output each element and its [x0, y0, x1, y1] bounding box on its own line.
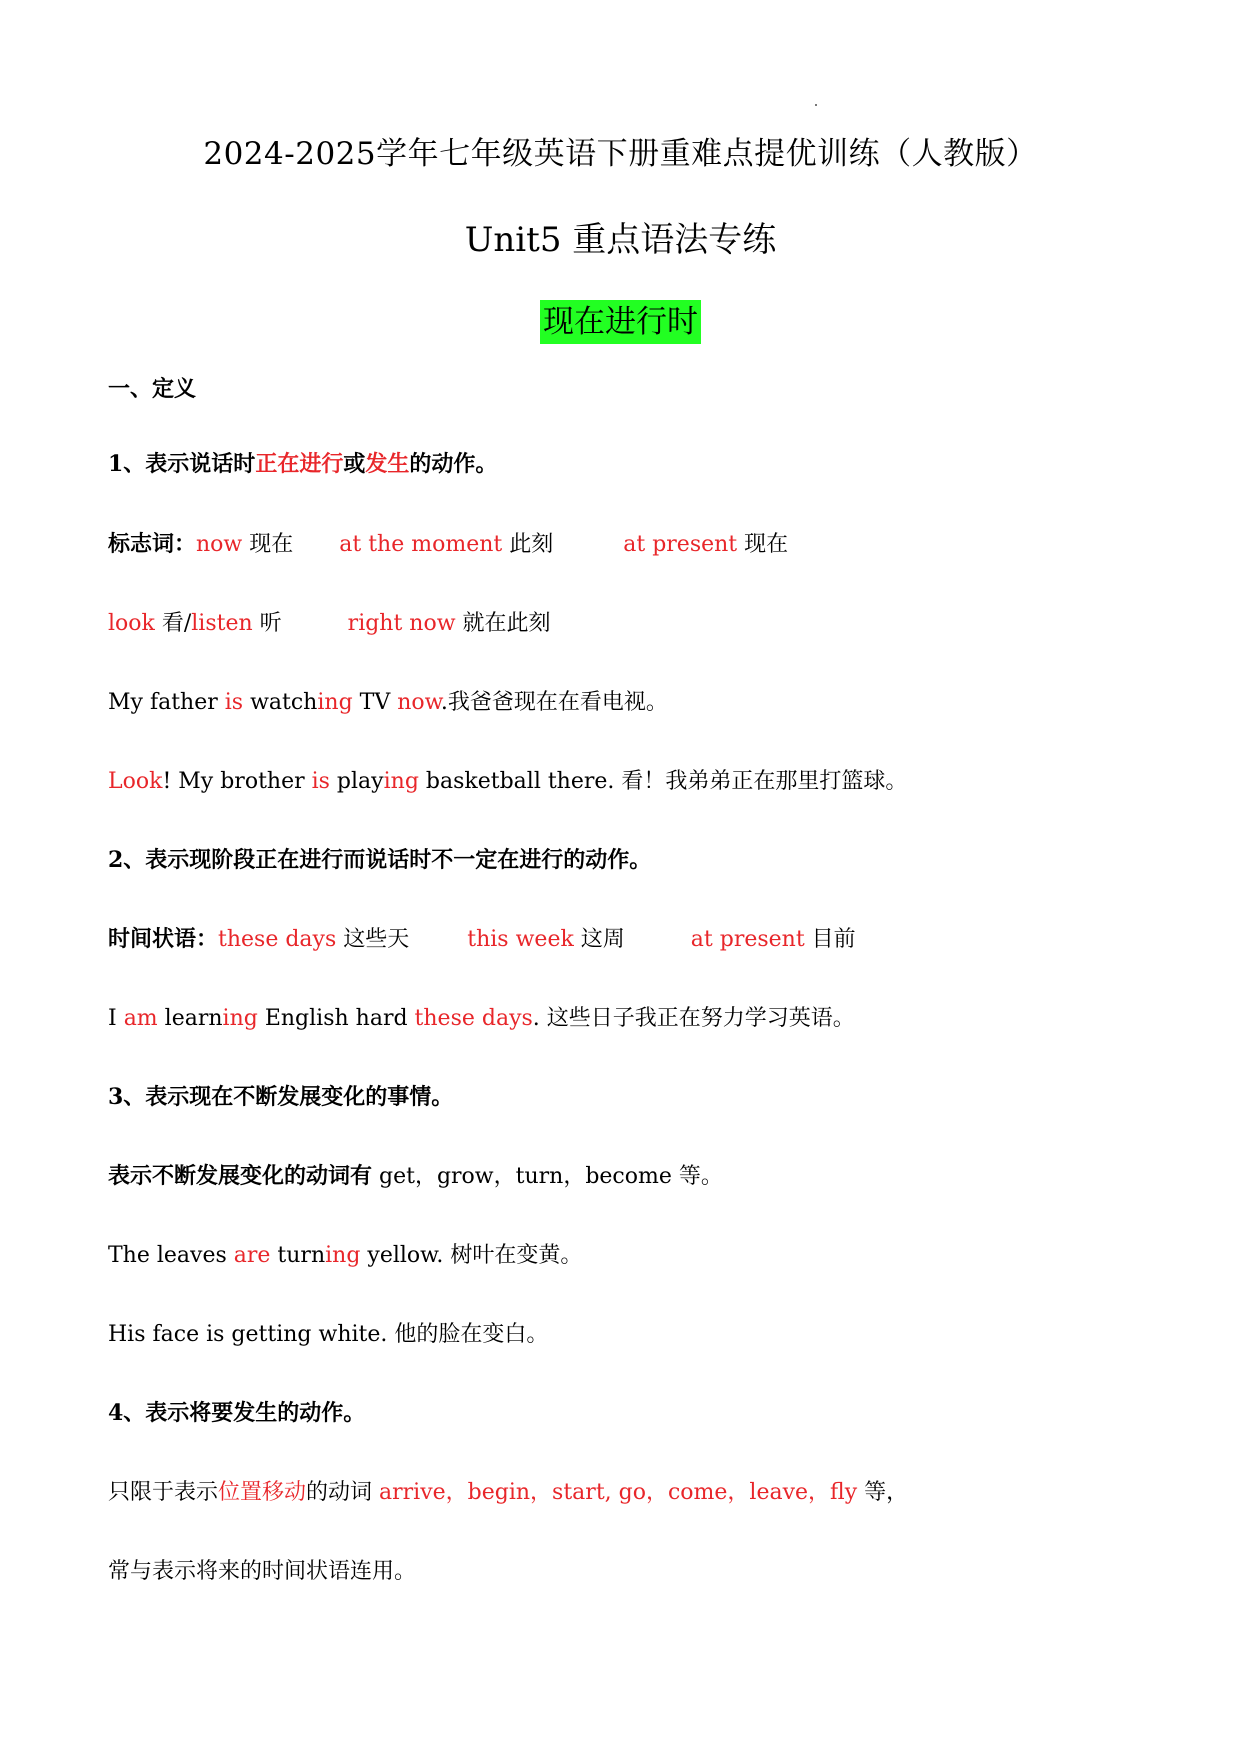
- usage-3: 3、表示现在不断发展变化的事情。: [108, 1084, 454, 1110]
- unit-subtitle: Unit5 重点语法专练: [464, 220, 777, 260]
- tense-heading: 现在进行时: [540, 300, 701, 344]
- motion-verbs-note: 常与表示将来的时间状语连用。: [108, 1559, 417, 1584]
- section-heading-definition: 一、定义: [108, 376, 197, 402]
- example-sentence-5: His face is getting white. 他的脸在变白。: [108, 1322, 549, 1347]
- usage-1: 1、表示说话时正在进行或发生的动作。: [108, 451, 498, 477]
- tense-heading-wrap: [0, 300, 1241, 344]
- document-title: 2024-2025学年七年级英语下册重难点提优训练（人教版）: [203, 136, 1038, 172]
- motion-verbs-row: 只限于表示位置移动的动词 arrive，begin，start, go，come，leave，fly 等，: [108, 1480, 909, 1505]
- usage-2: 2、表示现阶段正在进行而说话时不一定在进行的动作。: [108, 847, 652, 873]
- time-adverbials-row: 时间状语：these days 这些天 this week 这周 at present 目前: [108, 926, 856, 952]
- signal-words-row-2: look 看/listen 听 right now 就在此刻: [108, 611, 551, 636]
- change-verbs-row: 表示不断发展变化的动词有 get，grow，turn，become 等。: [108, 1163, 723, 1189]
- usage-4: 4、表示将要发生的动作。: [108, 1400, 366, 1426]
- stray-dot: [815, 104, 817, 106]
- signal-words-row-1: 标志词：now 现在 at the moment 此刻 at present 现在: [108, 531, 789, 557]
- example-sentence-3: I am learning English hard these days. 这些日子我正在努力学习英语。: [108, 1006, 855, 1031]
- example-sentence-2: Look! My brother is playing basketball there. 看！我弟弟正在那里打篮球。: [108, 769, 908, 794]
- example-sentence-4: The leaves are turning yellow. 树叶在变黄。: [108, 1243, 583, 1268]
- example-sentence-1: My father is watching TV now.我爸爸现在在看电视。: [108, 690, 668, 715]
